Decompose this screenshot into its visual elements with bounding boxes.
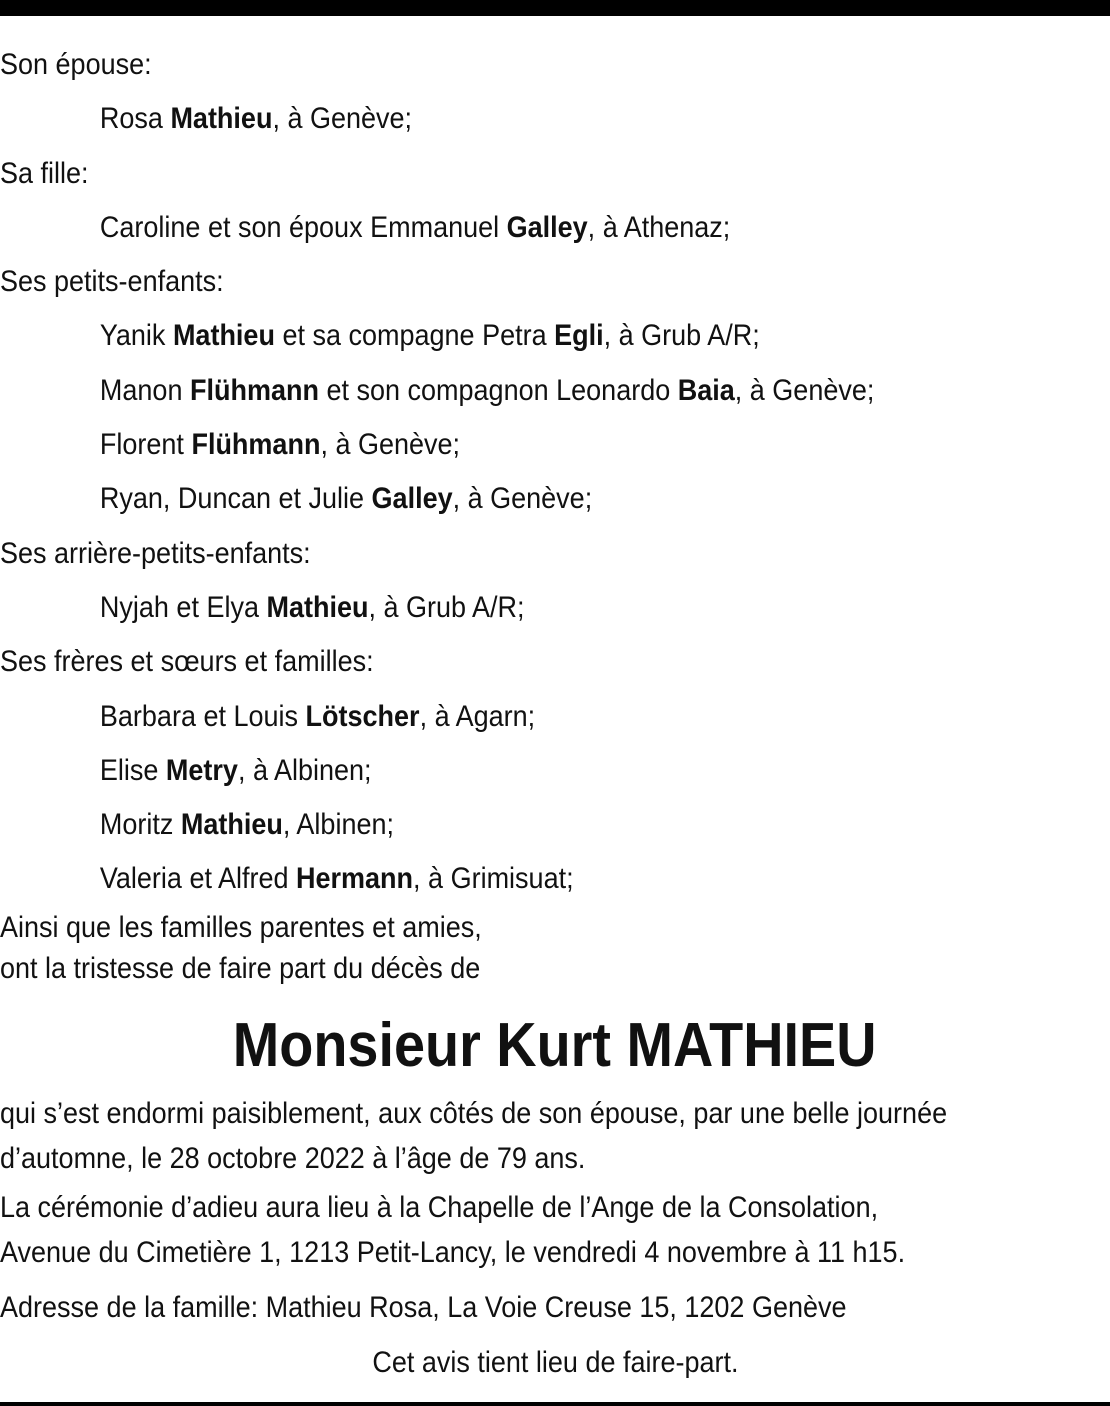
- bottom-rule: [0, 1402, 1110, 1406]
- surname: Mathieu: [266, 590, 369, 624]
- family-member-line: Florent Flühmann, à Genève;: [99, 428, 461, 462]
- intro-line: Ainsi que les familles parentes et amies,: [0, 910, 482, 944]
- surname: Hermann: [296, 862, 414, 896]
- family-group-label: Ses petits-enfants:: [0, 265, 224, 299]
- family-member-line: Nyjah et Elya Mathieu, à Grub A/R;: [99, 590, 525, 624]
- ceremony-paragraph: [0, 1185, 1110, 1275]
- surname: Mathieu: [172, 319, 275, 353]
- passing-line: d’automne, le 28 octobre 2022 à l’âge de 79 ans.: [0, 1141, 586, 1175]
- family-member-line: Yanik Mathieu et sa compagne Petra Egli, à Grub A/R;: [99, 319, 760, 353]
- surname: Galley: [506, 210, 588, 244]
- surname: Flühmann: [189, 373, 319, 407]
- passing-paragraph: [0, 1091, 1110, 1181]
- family-member-line: Barbara et Louis Lötscher, à Agarn;: [99, 699, 536, 733]
- closing-note: Cet avis tient lieu de faire-part.: [371, 1345, 739, 1379]
- surname: Lötscher: [305, 699, 420, 733]
- family-member-line: Valeria et Alfred Hermann, à Grimisuat;: [99, 862, 574, 896]
- family-member-line: Moritz Mathieu, Albinen;: [99, 808, 395, 842]
- family-member-line: Elise Metry, à Albinen;: [99, 753, 372, 787]
- intro-line: ont la tristesse de faire part du décès de: [0, 951, 481, 985]
- surname: Flühmann: [191, 428, 321, 462]
- family-list: [0, 38, 1110, 907]
- family-member-line: Manon Flühmann et son compagnon Leonardo Baia, à Genève;: [99, 373, 875, 407]
- surname: Metry: [165, 753, 238, 787]
- family-group-label: Sa fille:: [0, 156, 89, 190]
- intro-text: [0, 907, 1110, 989]
- family-member-line: Rosa Mathieu, à Genève;: [99, 102, 413, 136]
- family-address: Adresse de la famille: Mathieu Rosa, La Voie Creuse 15, 1202 Genève: [0, 1290, 847, 1324]
- passing-line: qui s’est endormi paisiblement, aux côtés de son épouse, par une belle journée: [0, 1096, 948, 1130]
- surname: Mathieu: [170, 102, 273, 136]
- deceased-name: Monsieur Kurt MATHIEU: [233, 1010, 877, 1080]
- family-group-label: Ses arrière-petits-enfants:: [0, 536, 311, 570]
- surname: Egli: [554, 319, 604, 353]
- ceremony-line: Avenue du Cimetière 1, 1213 Petit-Lancy, le vendredi 4 novembre à 11 h15.: [0, 1235, 906, 1269]
- obituary-notice: [0, 38, 1110, 1385]
- family-member-line: Ryan, Duncan et Julie Galley, à Genève;: [99, 482, 593, 516]
- ceremony-line: La cérémonie d’adieu aura lieu à la Chapelle de l’Ange de la Consolation,: [0, 1190, 879, 1224]
- family-group-label: Son épouse:: [0, 48, 152, 81]
- surname: Mathieu: [180, 808, 283, 842]
- family-group-label: Ses frères et sœurs et familles:: [0, 645, 374, 679]
- top-rule: [0, 0, 1110, 16]
- surname: Galley: [371, 482, 453, 516]
- family-member-line: Caroline et son époux Emmanuel Galley, à Athenaz;: [99, 210, 731, 244]
- surname: Baia: [677, 373, 735, 407]
